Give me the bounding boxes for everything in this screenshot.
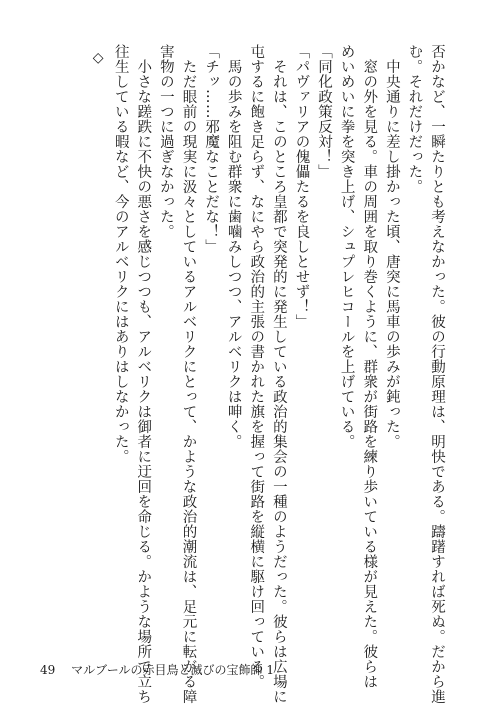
text-line-1: 否かなど、一瞬たりとも考えなかった。彼の行動原理は、明快である。躊躇すれば死ぬ。だから進 <box>429 44 445 704</box>
text-line-4: 窓の外を見る。車の周囲を取り巻くように、群衆が街路を練り歩いている様が見えた。彼らは <box>361 44 378 689</box>
text-line-2: む。それだけだった。 <box>406 44 423 194</box>
text-line-11: 「チッ……邪魔なことだな！」 <box>203 44 220 254</box>
text-line-8: それは、このところ皇都で突発的に発生している政治的集会の一種のようだった。彼らは広場に <box>270 44 287 704</box>
page-number: 49 <box>40 663 56 677</box>
text-line-3: 中央通りに差し掛かった頃、唐突に馬車の歩みが鈍った。 <box>383 44 400 449</box>
section-divider-icon: ◇ <box>90 50 107 67</box>
text-line-9: 屯するに飽き足らず、なにやら政治的主張の書かれた旗を握って街路を縦横に駆け回っている。 <box>248 44 265 689</box>
book-title: マルブールの赤目鳥と滅びの宝飾師 1 <box>71 663 274 677</box>
text-line-5: めいめいに拳を突き上げ、シュプレヒコールを上げている。 <box>338 44 355 449</box>
text-line-6: 「同化政策反対！」 <box>316 44 333 179</box>
page-footer <box>40 661 274 678</box>
text-line-12: ただ眼前の現実に汲々としているアルベリクにとって、かような政治的潮流は、足元に転がる障 <box>180 44 197 704</box>
text-line-13: 害物の一つに過ぎなかった。 <box>157 44 174 239</box>
text-line-10: 馬の歩みを阻む群衆に歯噛みしつつ、アルベリクは呻く。 <box>225 44 242 449</box>
text-line-15: 往生している暇など、今のアルベリクにはありはしなかった。 <box>112 44 129 464</box>
text-line-14: 小さな蹉跌に不快の悪さを感じつつも、アルベリクは御者に迂回を命じる。かような場所で立ち <box>135 44 152 704</box>
text-line-7: 「パヴァリアの傀儡たるを良しとせず！」 <box>293 44 310 329</box>
